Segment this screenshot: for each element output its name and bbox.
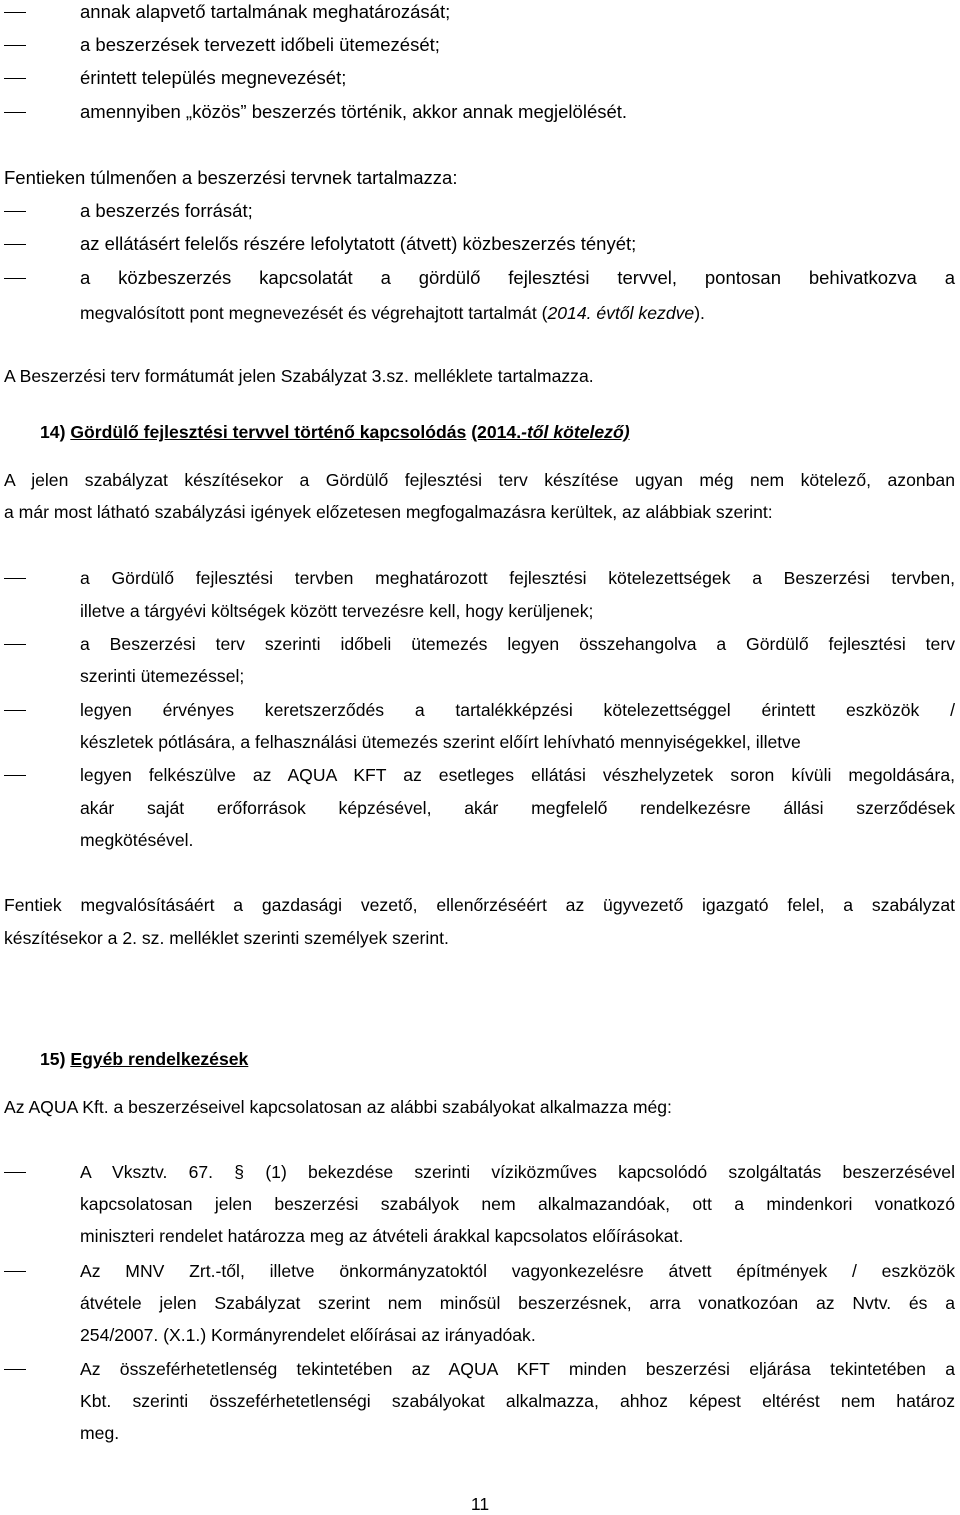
dash-bullet — [4, 578, 26, 579]
heading-title: Egyéb rendelkezések — [70, 1049, 249, 1069]
list-item: legyen érvényes keretszerződés a tartalékképzési kötelezettséggel érintett eszközök / — [80, 700, 955, 720]
paragraph-line: Fentiek megvalósításáért a gazdasági vezető, ellenőrzéséért az ügyvezető igazgató felel, a szabályzat — [4, 895, 955, 915]
dash-bullet — [4, 775, 26, 776]
dash-bullet — [4, 1271, 26, 1272]
list-item: Az összeférhetetlenség tekintetében az AQUA KFT minden beszerzési eljárása tekintetében a — [80, 1359, 955, 1379]
list-item: a Gördülő fejlesztési tervben meghatározott fejlesztési kötelezettségek a Beszerzési tervben, — [80, 568, 955, 588]
text-segment: ). — [694, 303, 705, 323]
heading-number: 14) — [40, 422, 66, 442]
paragraph-line: készítésekor a 2. sz. melléklet szerinti személyek szerint. — [4, 928, 449, 948]
list-item: a beszerzés forrását; — [80, 200, 253, 221]
dash-bullet — [4, 710, 26, 711]
list-item-continuation: készletek pótlására, a felhasználási ütemezés szerint előírt lehívható mennyiségekkel, illetve — [80, 732, 801, 752]
list-item: legyen felkészülve az AQUA KFT az esetleges ellátási vészhelyzetek soron kívüli megoldására, — [80, 765, 955, 785]
list-item-continuation: akár saját erőforrások képzésével, akár megfelelő rendelkezésre állási szerződések — [80, 798, 955, 818]
list-item: a beszerzések tervezett időbeli ütemezését; — [80, 34, 440, 55]
list-item-continuation: 254/2007. (X.1.) Kormányrendelet előírásai az irányadóak. — [80, 1325, 536, 1345]
list-item: A Vksztv. 67. § (1) bekezdése szerinti víziközműves kapcsolódó szolgáltatás beszerzésével — [80, 1162, 955, 1182]
dash-bullet — [4, 12, 26, 13]
list-item-continuation: Kbt. szerinti összeférhetetlenségi szabályokat alkalmazza, ahhoz képest eltérést nem határoz — [80, 1391, 955, 1411]
dash-bullet — [4, 244, 26, 245]
list-item: amennyiben „közös” beszerzés történik, akkor annak megjelölését. — [80, 101, 628, 122]
text-segment: megvalósított pont megnevezését és végrehajtott tartalmát ( — [80, 303, 548, 323]
dash-bullet — [4, 211, 26, 212]
list-item: annak alapvető tartalmának meghatározását; — [80, 1, 451, 22]
list-item: a közbeszerzés kapcsolatát a gördülő fejlesztési tervvel, pontosan behivatkozva a — [80, 267, 955, 288]
page-number: 11 — [470, 1494, 490, 1514]
list-item-continuation — [80, 302, 705, 324]
paragraph-line: A jelen szabályzat készítésekor a Gördülő fejlesztési terv készítése ugyan még nem kötelező, azonban — [4, 470, 955, 490]
list-item: Az MNV Zrt.-től, illetve önkormányzatoktól vagyonkezelésre átvett építmények / eszközök — [80, 1261, 955, 1281]
dash-bullet — [4, 278, 26, 279]
heading-italic: -től kötelező) — [521, 422, 630, 442]
heading-title: Gördülő fejlesztési tervvel történő kapcsolódás — [70, 422, 467, 442]
italic-text: 2014. évtől kezdve — [547, 303, 695, 323]
paragraph: A Beszerzési terv formátumát jelen Szabályzat 3.sz. melléklete tartalmazza. — [4, 366, 594, 386]
list-item: érintett település megnevezését; — [80, 67, 347, 88]
list-item-continuation: megkötésével. — [80, 830, 194, 850]
list-item: az ellátásért felelős részére lefolytatott (átvett) közbeszerzés tényét; — [80, 233, 637, 254]
list-item-continuation: meg. — [80, 1423, 120, 1443]
section-heading-15 — [40, 1048, 248, 1070]
dash-bullet — [4, 644, 26, 645]
paragraph-line: a már most látható szabályzási igények előzetesen megfogalmazásra kerültek, az alábbiak szerint: — [4, 502, 773, 522]
dash-bullet — [4, 1172, 26, 1173]
list-item-continuation: kapcsolatosan jelen beszerzési szabályok nem alkalmazandóak, ott a mindenkori vonatkozó — [80, 1194, 955, 1214]
dash-bullet — [4, 112, 26, 113]
dash-bullet — [4, 1369, 26, 1370]
list-item-continuation: miniszteri rendelet határozza meg az átvételi árakkal kapcsolatos előírásokat. — [80, 1226, 684, 1246]
list-item: a Beszerzési terv szerinti időbeli ütemezés legyen összehangolva a Gördülő fejlesztési terv — [80, 634, 955, 654]
paragraph: Az AQUA Kft. a beszerzéseivel kapcsolatosan az alábbi szabályokat alkalmazza még: — [4, 1097, 672, 1117]
section-heading-14 — [40, 421, 630, 443]
heading-number: 15) — [40, 1049, 66, 1069]
heading-text: (2014. — [471, 422, 522, 442]
dash-bullet — [4, 78, 26, 79]
list-item-continuation: szerinti ütemezéssel; — [80, 666, 245, 686]
paragraph: Fentieken túlmenően a beszerzési tervnek tartalmazza: — [4, 167, 458, 188]
list-item-continuation: átvétele jelen Szabályzat szerint nem minősül beszerzésnek, arra vonatkozóan az Nvtv. és a — [80, 1293, 955, 1313]
dash-bullet — [4, 45, 26, 46]
list-item-continuation: illetve a tárgyévi költségek között tervezésre kell, hogy kerüljenek; — [80, 601, 594, 621]
